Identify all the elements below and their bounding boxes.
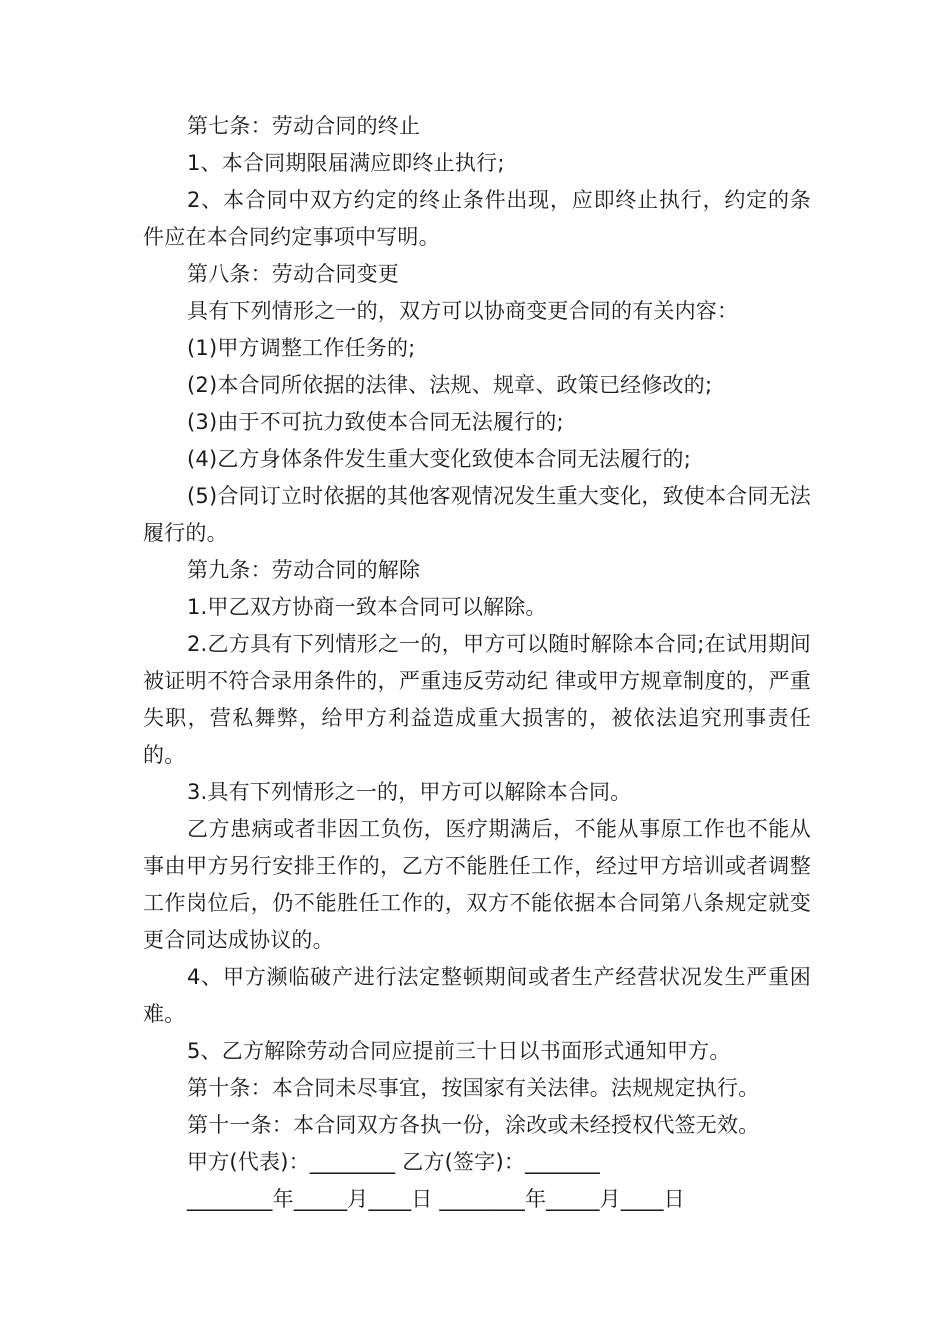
article-8-item-1: (1)甲方调整工作任务的; bbox=[187, 336, 416, 360]
article-8-item-5: (5)合同订立时依据的其他客观情况发生重大变化，致使本合同无法履行的。 bbox=[143, 484, 811, 545]
document-body bbox=[143, 108, 811, 1218]
article-9-item-5: 5、乙方解除劳动合同应提前三十日以书面形式通知甲方。 bbox=[187, 1039, 731, 1063]
article-9-heading: 第九条：劳动合同的解除 bbox=[187, 558, 421, 582]
article-7-item-2: 2、本合同中双方约定的终止条件出现，应即终止执行，约定的条件应在本合同约定事项中写明。 bbox=[143, 188, 811, 249]
article-8-intro: 具有下列情形之一的，双方可以协商变更合同的有关内容： bbox=[187, 299, 739, 323]
article-8-item-2: (2)本合同所依据的法律、法规、规章、政策已经修改的; bbox=[187, 373, 713, 397]
signature-line: 甲方(代表)：________ 乙方(签字)：_______ bbox=[187, 1150, 600, 1174]
article-9-item-2: 2.乙方具有下列情形之一的，甲方可以随时解除本合同;在试用期间被证明不符合录用条件的，严重违反劳动纪 律或甲方规章制度的，严重失职，营私舞弊，给甲方利益造成重大损害的，被依法追究刑事责任的。 bbox=[143, 632, 811, 767]
article-11: 第十一条：本合同双方各执一份，涂改或未经授权代签无效。 bbox=[187, 1113, 760, 1137]
article-9-item-4: 4、甲方濒临破产进行法定整顿期间或者生产经营状况发生严重困难。 bbox=[143, 965, 811, 1026]
article-9-item-3: 3.具有下列情形之一的，甲方可以解除本合同。 bbox=[187, 780, 632, 804]
article-8-heading: 第八条：劳动合同变更 bbox=[187, 262, 399, 286]
article-7-heading: 第七条：劳动合同的终止 bbox=[187, 114, 421, 138]
article-10: 第十条：本合同未尽事宜，按国家有关法律。法规规定执行。 bbox=[187, 1076, 760, 1100]
article-9-item-3-detail: 乙方患病或者非因工负伤，医疗期满后，不能从事原工作也不能从事由甲方另行安排王作的，乙方不能胜任工作，经过甲方培训或者调整工作岗位后，仍不能胜任工作的，双方不能依据本合同第八条规定就变更合同达成协议的。 bbox=[143, 817, 811, 952]
date-line: ________年_____月____日 ________年_____月____日 bbox=[187, 1187, 685, 1211]
article-9-item-1: 1.甲乙双方协商一致本合同可以解除。 bbox=[187, 595, 547, 619]
article-7-item-1: 1、本合同期限届满应即终止执行; bbox=[187, 151, 505, 175]
article-8-item-3: (3)由于不可抗力致使本合同无法履行的; bbox=[187, 410, 564, 434]
article-8-item-4: (4)乙方身体条件发生重大变化致使本合同无法履行的; bbox=[187, 447, 692, 471]
